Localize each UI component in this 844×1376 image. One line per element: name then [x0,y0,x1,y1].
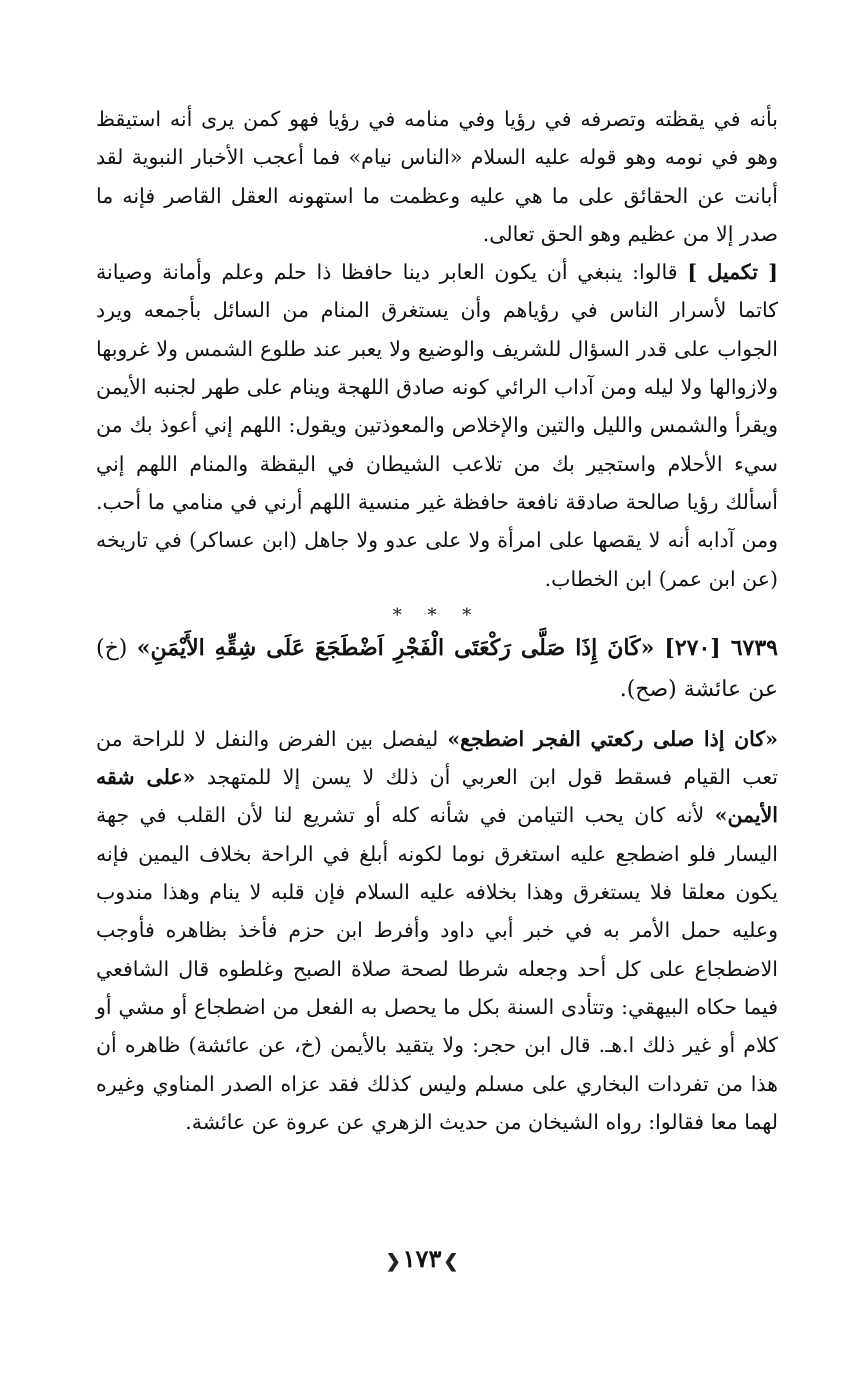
paragraph-text: بأنه في يقظته وتصرفه في رؤيا وفي منامه في رؤيا فهو كمن يرى أنه استيقظ وهو في نومه وهو قوله عليه السلام «الناس نيام» فما أعجب الأخبار النبوية لقد أبانت عن الحقائق على ما هي عليه وعظمت ما استهونه العقل القاصر فإنه ما صدر إلا من عظيم وهو الحق تعالى. [96,107,778,246]
spacer [96,710,778,720]
paragraph-supplement [96,253,778,598]
paragraph-text: ليفصل بين الفرض والنفل لا للراحة من تعب القيام فسقط قول ابن العربي أن ذلك لا يسن إلا للمتهجد [96,726,779,790]
supplement-label: [ تكميل ] [687,260,779,285]
hadith-heading [96,628,778,710]
ornament-right-icon: ❯ [443,1251,459,1272]
hadith-text: ٦٧٣٩ [٢٧٠] «كَانَ إِذَا صَلَّى رَكْعَتَى الْفَجْرِ اَضْطَجَعَ عَلَى شِقِّهِ الأَيْمَنِ» [136,634,778,661]
paragraph-dream-commentary [96,100,778,253]
quoted-phrase: «على شقه الأيمن» [96,765,778,828]
paragraph-text: لأنه كان يحب التيامن في شأنه كله أو تشريع لنا لأن القلب في جهة اليسار فلو اضطجع عليه استغرق نوما لكونه أبلغ في الراحة بخلاف اليمين فإنه يكون معلقا فلا يستغرق وهذا بخلافه عليه السلام فإن قلبه لا ينام وهذا مندوب وعليه حمل الأمر به في خبر أبي داود وأفرط ابن حزم فأخذ بظاهره فأوجب الاضطجاع على كل أحد وجعله شرطا لصحة صلاة الصبح وغلطوه قال الشافعي فيما حكاه البيهقي: وتتأدى السنة بكل ما يحصل به الفعل من اضطجاع أو مشي أو كلام أو غير ذلك ا.هـ. قال ابن حجر: ولا يتقيد بالأيمن (خ، عن عائشة) ظاهره أن هذا من تفردات البخاري على مسلم وليس كذلك فقد عزاه الصدر المناوي وغيره لهما معا فقالوا: رواه الشيخان من حديث الزهري عن عروة عن عائشة. [96,803,778,1134]
page-number [0,1244,844,1273]
quoted-phrase: «كان إذا صلى ركعتي الفجر اضطجع» [447,726,778,751]
paragraph-text: قالوا: ينبغي أن يكون العابر دينا حافظا ذا حلم وعلم وأمانة وصيانة كاتما لأسرار الناس في رؤياهم وأن يستغرق المنام من السائل بأجمعه ويرد الجواب على قدر السؤال للشريف والوضيع ولا يعبر عند طلوع الشمس ولا غروبها ولازوالها ولا ليله ومن آداب الرائي كونه صادق اللهجة وينام على طهر لجنبه الأيمن ويقرأ والشمس والليل والتين والإخلاص والمعوذتين ويقول: اللهم إني أعوذ بك من سيء الأحلام واستجير بك من تلاعب الشيطان في اليقظة والمنام اللهم إني أسألك رؤيا صالحة صادقة نافعة حافظة غير منسية اللهم أرني في منامي ما أحب. ومن آدابه أنه لا يقصها على امرأة ولا على عدو ولا جاهل (ابن عساكر) في تاريخه (عن ابن عمر) ابن الخطاب. [96,260,778,591]
hadith-source: (خ) عن عائشة (صح). [96,635,778,702]
page-text [96,100,778,1141]
ornament-left-icon: ❮ [385,1251,401,1272]
page-number-text: ١٧٣ [402,1244,442,1273]
paragraph-hadith-commentary [96,720,778,1141]
section-divider-stars: * * * [392,604,482,626]
